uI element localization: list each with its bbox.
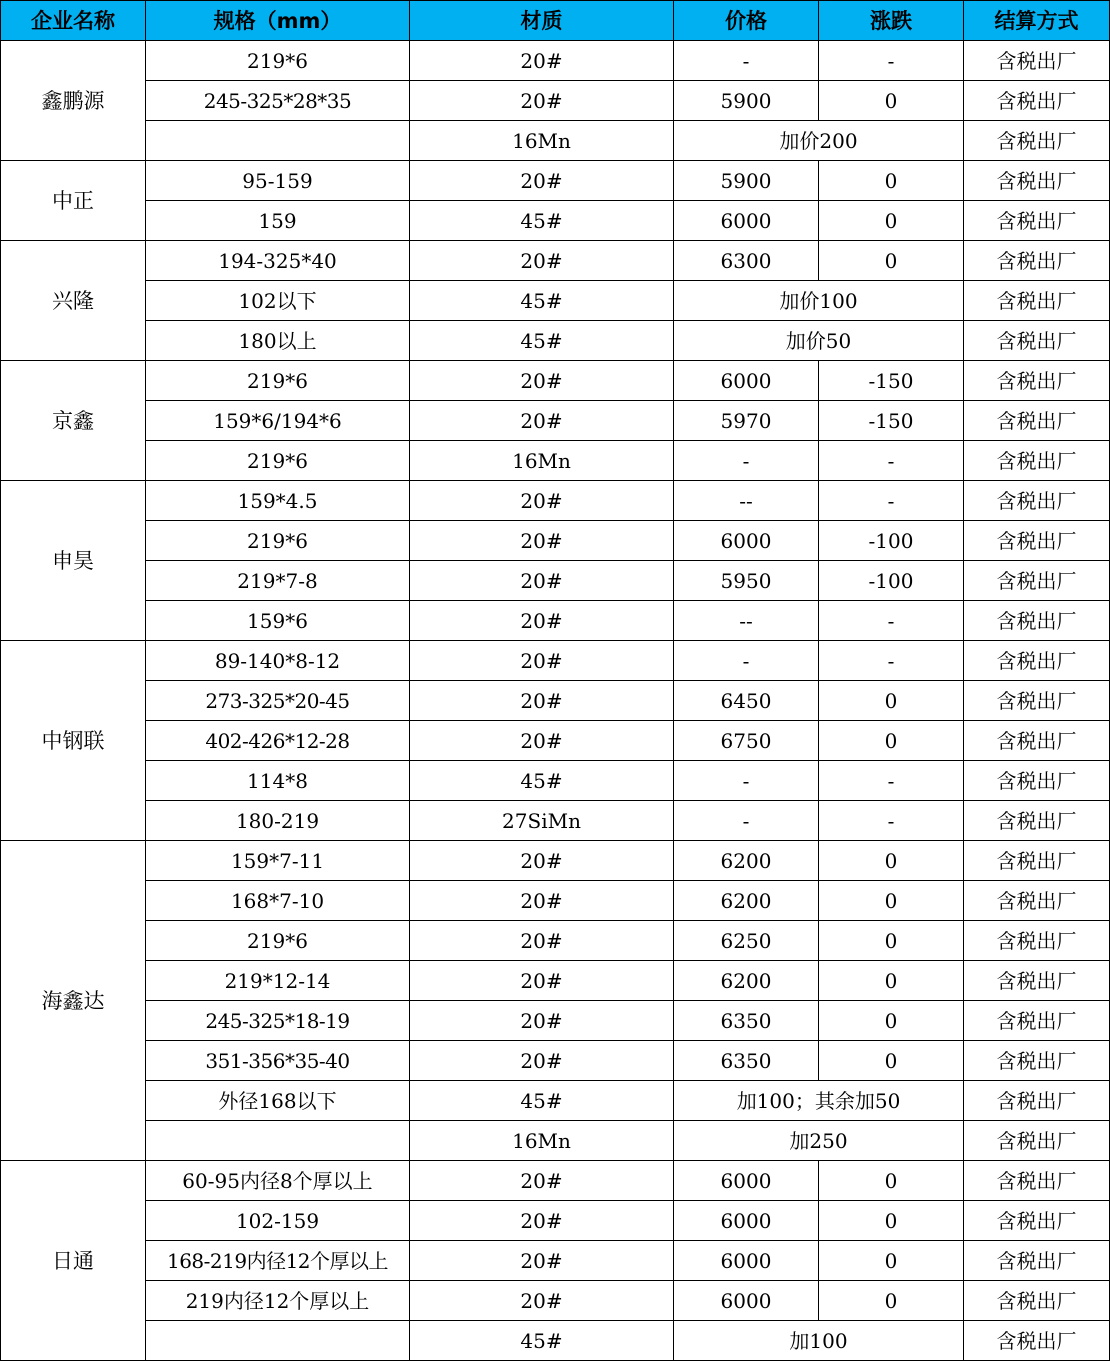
change-cell: 0 <box>819 81 964 121</box>
spec-cell: 219*6 <box>146 441 410 481</box>
header-company: 企业名称 <box>1 1 146 41</box>
table-row <box>1 601 1110 641</box>
header-material: 材质 <box>410 1 674 41</box>
material-cell: 20# <box>410 81 674 121</box>
spec-cell: 219内径12个厚以上 <box>146 1281 410 1321</box>
settlement-cell: 含税出厂 <box>964 561 1110 601</box>
company-cell: 中正 <box>1 161 146 241</box>
header-change: 涨跌 <box>819 1 964 41</box>
settlement-cell: 含税出厂 <box>964 481 1110 521</box>
material-cell: 16Mn <box>410 441 674 481</box>
spec-cell: 219*6 <box>146 921 410 961</box>
table-row <box>1 521 1110 561</box>
change-cell: -100 <box>819 561 964 601</box>
settlement-cell: 含税出厂 <box>964 1321 1110 1361</box>
change-cell: -150 <box>819 401 964 441</box>
table-row <box>1 1121 1110 1161</box>
company-cell: 兴隆 <box>1 241 146 361</box>
header-settlement: 结算方式 <box>964 1 1110 41</box>
company-cell: 申昊 <box>1 481 146 641</box>
material-cell: 45# <box>410 321 674 361</box>
price-cell: 6000 <box>674 1281 819 1321</box>
change-cell: - <box>819 441 964 481</box>
spec-cell: 102-159 <box>146 1201 410 1241</box>
material-cell: 20# <box>410 1161 674 1201</box>
change-cell: 0 <box>819 1281 964 1321</box>
table-row <box>1 881 1110 921</box>
settlement-cell: 含税出厂 <box>964 601 1110 641</box>
material-cell: 20# <box>410 241 674 281</box>
table-row <box>1 1001 1110 1041</box>
price-cell: 6350 <box>674 1001 819 1041</box>
settlement-cell: 含税出厂 <box>964 361 1110 401</box>
settlement-cell: 含税出厂 <box>964 1121 1110 1161</box>
change-cell: 0 <box>819 1201 964 1241</box>
settlement-cell: 含税出厂 <box>964 681 1110 721</box>
change-cell: - <box>819 41 964 81</box>
table-row <box>1 81 1110 121</box>
settlement-cell: 含税出厂 <box>964 41 1110 81</box>
spec-cell <box>146 121 410 161</box>
material-cell: 45# <box>410 761 674 801</box>
change-cell: 0 <box>819 241 964 281</box>
spec-cell <box>146 1321 410 1361</box>
spec-cell: 102以下 <box>146 281 410 321</box>
price-cell: 6000 <box>674 1241 819 1281</box>
settlement-cell: 含税出厂 <box>964 921 1110 961</box>
change-cell: 0 <box>819 161 964 201</box>
price-cell: 6200 <box>674 841 819 881</box>
company-cell: 海鑫达 <box>1 841 146 1161</box>
spec-cell: 95-159 <box>146 161 410 201</box>
table-row <box>1 401 1110 441</box>
table-row <box>1 641 1110 681</box>
settlement-cell: 含税出厂 <box>964 441 1110 481</box>
spec-cell: 168-219内径12个厚以上 <box>146 1241 410 1281</box>
change-cell: 0 <box>819 841 964 881</box>
settlement-cell: 含税出厂 <box>964 241 1110 281</box>
settlement-cell: 含税出厂 <box>964 521 1110 561</box>
material-cell: 20# <box>410 521 674 561</box>
table-row <box>1 361 1110 401</box>
spec-cell: 外径168以下 <box>146 1081 410 1121</box>
price-cell: - <box>674 641 819 681</box>
price-cell: 6350 <box>674 1041 819 1081</box>
price-cell: 5970 <box>674 401 819 441</box>
settlement-cell: 含税出厂 <box>964 1241 1110 1281</box>
spec-cell: 273-325*20-45 <box>146 681 410 721</box>
spec-cell: 402-426*12-28 <box>146 721 410 761</box>
material-cell: 20# <box>410 641 674 681</box>
table-row <box>1 1201 1110 1241</box>
material-cell: 16Mn <box>410 121 674 161</box>
spec-cell: 60-95内径8个厚以上 <box>146 1161 410 1201</box>
settlement-cell: 含税出厂 <box>964 1041 1110 1081</box>
material-cell: 20# <box>410 401 674 441</box>
spec-cell: 168*7-10 <box>146 881 410 921</box>
company-cell: 鑫鹏源 <box>1 41 146 161</box>
spec-cell: 159*4.5 <box>146 481 410 521</box>
settlement-cell: 含税出厂 <box>964 81 1110 121</box>
change-cell: - <box>819 481 964 521</box>
material-cell: 20# <box>410 1241 674 1281</box>
change-cell: 0 <box>819 1041 964 1081</box>
material-cell: 45# <box>410 1321 674 1361</box>
price-cell: - <box>674 761 819 801</box>
material-cell: 20# <box>410 1281 674 1321</box>
header-spec: 规格（mm） <box>146 1 410 41</box>
change-cell: - <box>819 801 964 841</box>
settlement-cell: 含税出厂 <box>964 321 1110 361</box>
table-row <box>1 801 1110 841</box>
price-cell: 6000 <box>674 1161 819 1201</box>
change-cell: 0 <box>819 201 964 241</box>
material-cell: 27SiMn <box>410 801 674 841</box>
table-row <box>1 281 1110 321</box>
spec-cell: 89-140*8-12 <box>146 641 410 681</box>
material-cell: 20# <box>410 561 674 601</box>
settlement-cell: 含税出厂 <box>964 1081 1110 1121</box>
spec-cell: 219*7-8 <box>146 561 410 601</box>
price-cell: - <box>674 441 819 481</box>
material-cell: 20# <box>410 1001 674 1041</box>
table-row <box>1 441 1110 481</box>
price-cell: - <box>674 41 819 81</box>
material-cell: 45# <box>410 281 674 321</box>
settlement-cell: 含税出厂 <box>964 1001 1110 1041</box>
table-row <box>1 481 1110 521</box>
settlement-cell: 含税出厂 <box>964 1281 1110 1321</box>
table-row <box>1 321 1110 361</box>
table-body <box>1 41 1110 1361</box>
material-cell: 20# <box>410 41 674 81</box>
material-cell: 45# <box>410 201 674 241</box>
spec-cell: 114*8 <box>146 761 410 801</box>
price-cell: 6450 <box>674 681 819 721</box>
price-cell: 5900 <box>674 81 819 121</box>
price-cell: 6000 <box>674 521 819 561</box>
price-note-cell: 加价50 <box>674 321 964 361</box>
header-row <box>1 1 1110 41</box>
price-cell: 6000 <box>674 201 819 241</box>
spec-cell: 159*6 <box>146 601 410 641</box>
spec-cell: 219*6 <box>146 521 410 561</box>
settlement-cell: 含税出厂 <box>964 761 1110 801</box>
spec-cell: 219*6 <box>146 41 410 81</box>
change-cell: - <box>819 641 964 681</box>
spec-cell: 159*7-11 <box>146 841 410 881</box>
settlement-cell: 含税出厂 <box>964 641 1110 681</box>
settlement-cell: 含税出厂 <box>964 1201 1110 1241</box>
change-cell: 0 <box>819 1241 964 1281</box>
table-row <box>1 1081 1110 1121</box>
price-note-cell: 加100 <box>674 1321 964 1361</box>
company-cell: 日通 <box>1 1161 146 1361</box>
change-cell: - <box>819 601 964 641</box>
price-cell: 6000 <box>674 361 819 401</box>
table-row <box>1 1041 1110 1081</box>
settlement-cell: 含税出厂 <box>964 801 1110 841</box>
settlement-cell: 含税出厂 <box>964 961 1110 1001</box>
material-cell: 20# <box>410 361 674 401</box>
settlement-cell: 含税出厂 <box>964 281 1110 321</box>
spec-cell: 219*12-14 <box>146 961 410 1001</box>
spec-cell: 245-325*18-19 <box>146 1001 410 1041</box>
material-cell: 20# <box>410 601 674 641</box>
settlement-cell: 含税出厂 <box>964 841 1110 881</box>
table-row <box>1 721 1110 761</box>
table-row <box>1 681 1110 721</box>
table-row <box>1 1241 1110 1281</box>
change-cell: -100 <box>819 521 964 561</box>
settlement-cell: 含税出厂 <box>964 881 1110 921</box>
change-cell: 0 <box>819 1001 964 1041</box>
price-cell: 6250 <box>674 921 819 961</box>
change-cell: -150 <box>819 361 964 401</box>
price-cell: 6300 <box>674 241 819 281</box>
material-cell: 20# <box>410 841 674 881</box>
price-cell: -- <box>674 601 819 641</box>
price-note-cell: 加250 <box>674 1121 964 1161</box>
material-cell: 16Mn <box>410 1121 674 1161</box>
price-cell: 6200 <box>674 961 819 1001</box>
material-cell: 20# <box>410 881 674 921</box>
company-cell: 中钢联 <box>1 641 146 841</box>
settlement-cell: 含税出厂 <box>964 161 1110 201</box>
change-cell: 0 <box>819 681 964 721</box>
change-cell: 0 <box>819 921 964 961</box>
settlement-cell: 含税出厂 <box>964 121 1110 161</box>
table-row <box>1 761 1110 801</box>
price-cell: 5950 <box>674 561 819 601</box>
spec-cell: 180-219 <box>146 801 410 841</box>
table-row <box>1 1321 1110 1361</box>
table-row <box>1 1281 1110 1321</box>
change-cell: 0 <box>819 881 964 921</box>
material-cell: 20# <box>410 1201 674 1241</box>
settlement-cell: 含税出厂 <box>964 401 1110 441</box>
company-cell: 京鑫 <box>1 361 146 481</box>
spec-cell: 194-325*40 <box>146 241 410 281</box>
price-note-cell: 加价200 <box>674 121 964 161</box>
table-row <box>1 201 1110 241</box>
change-cell: - <box>819 761 964 801</box>
price-cell: 6750 <box>674 721 819 761</box>
material-cell: 20# <box>410 961 674 1001</box>
price-note-cell: 加100；其余加50 <box>674 1081 964 1121</box>
material-cell: 20# <box>410 921 674 961</box>
spec-cell <box>146 1121 410 1161</box>
table-row <box>1 561 1110 601</box>
material-cell: 20# <box>410 161 674 201</box>
spec-cell: 245-325*28*35 <box>146 81 410 121</box>
price-note-cell: 加价100 <box>674 281 964 321</box>
settlement-cell: 含税出厂 <box>964 1161 1110 1201</box>
table-row <box>1 41 1110 81</box>
settlement-cell: 含税出厂 <box>964 201 1110 241</box>
spec-cell: 180以上 <box>146 321 410 361</box>
price-cell: 5900 <box>674 161 819 201</box>
material-cell: 20# <box>410 681 674 721</box>
spec-cell: 159*6/194*6 <box>146 401 410 441</box>
spec-cell: 351-356*35-40 <box>146 1041 410 1081</box>
material-cell: 20# <box>410 481 674 521</box>
price-cell: -- <box>674 481 819 521</box>
header-price: 价格 <box>674 1 819 41</box>
material-cell: 20# <box>410 721 674 761</box>
change-cell: 0 <box>819 961 964 1001</box>
material-cell: 20# <box>410 1041 674 1081</box>
price-cell: 6000 <box>674 1201 819 1241</box>
change-cell: 0 <box>819 721 964 761</box>
table-row <box>1 1161 1110 1201</box>
table-row <box>1 841 1110 881</box>
table-row <box>1 921 1110 961</box>
price-cell: - <box>674 801 819 841</box>
table-row <box>1 121 1110 161</box>
spec-cell: 159 <box>146 201 410 241</box>
change-cell: 0 <box>819 1161 964 1201</box>
material-cell: 45# <box>410 1081 674 1121</box>
settlement-cell: 含税出厂 <box>964 721 1110 761</box>
table-row <box>1 961 1110 1001</box>
spec-cell: 219*6 <box>146 361 410 401</box>
table-row <box>1 161 1110 201</box>
table-row <box>1 241 1110 281</box>
price-cell: 6200 <box>674 881 819 921</box>
